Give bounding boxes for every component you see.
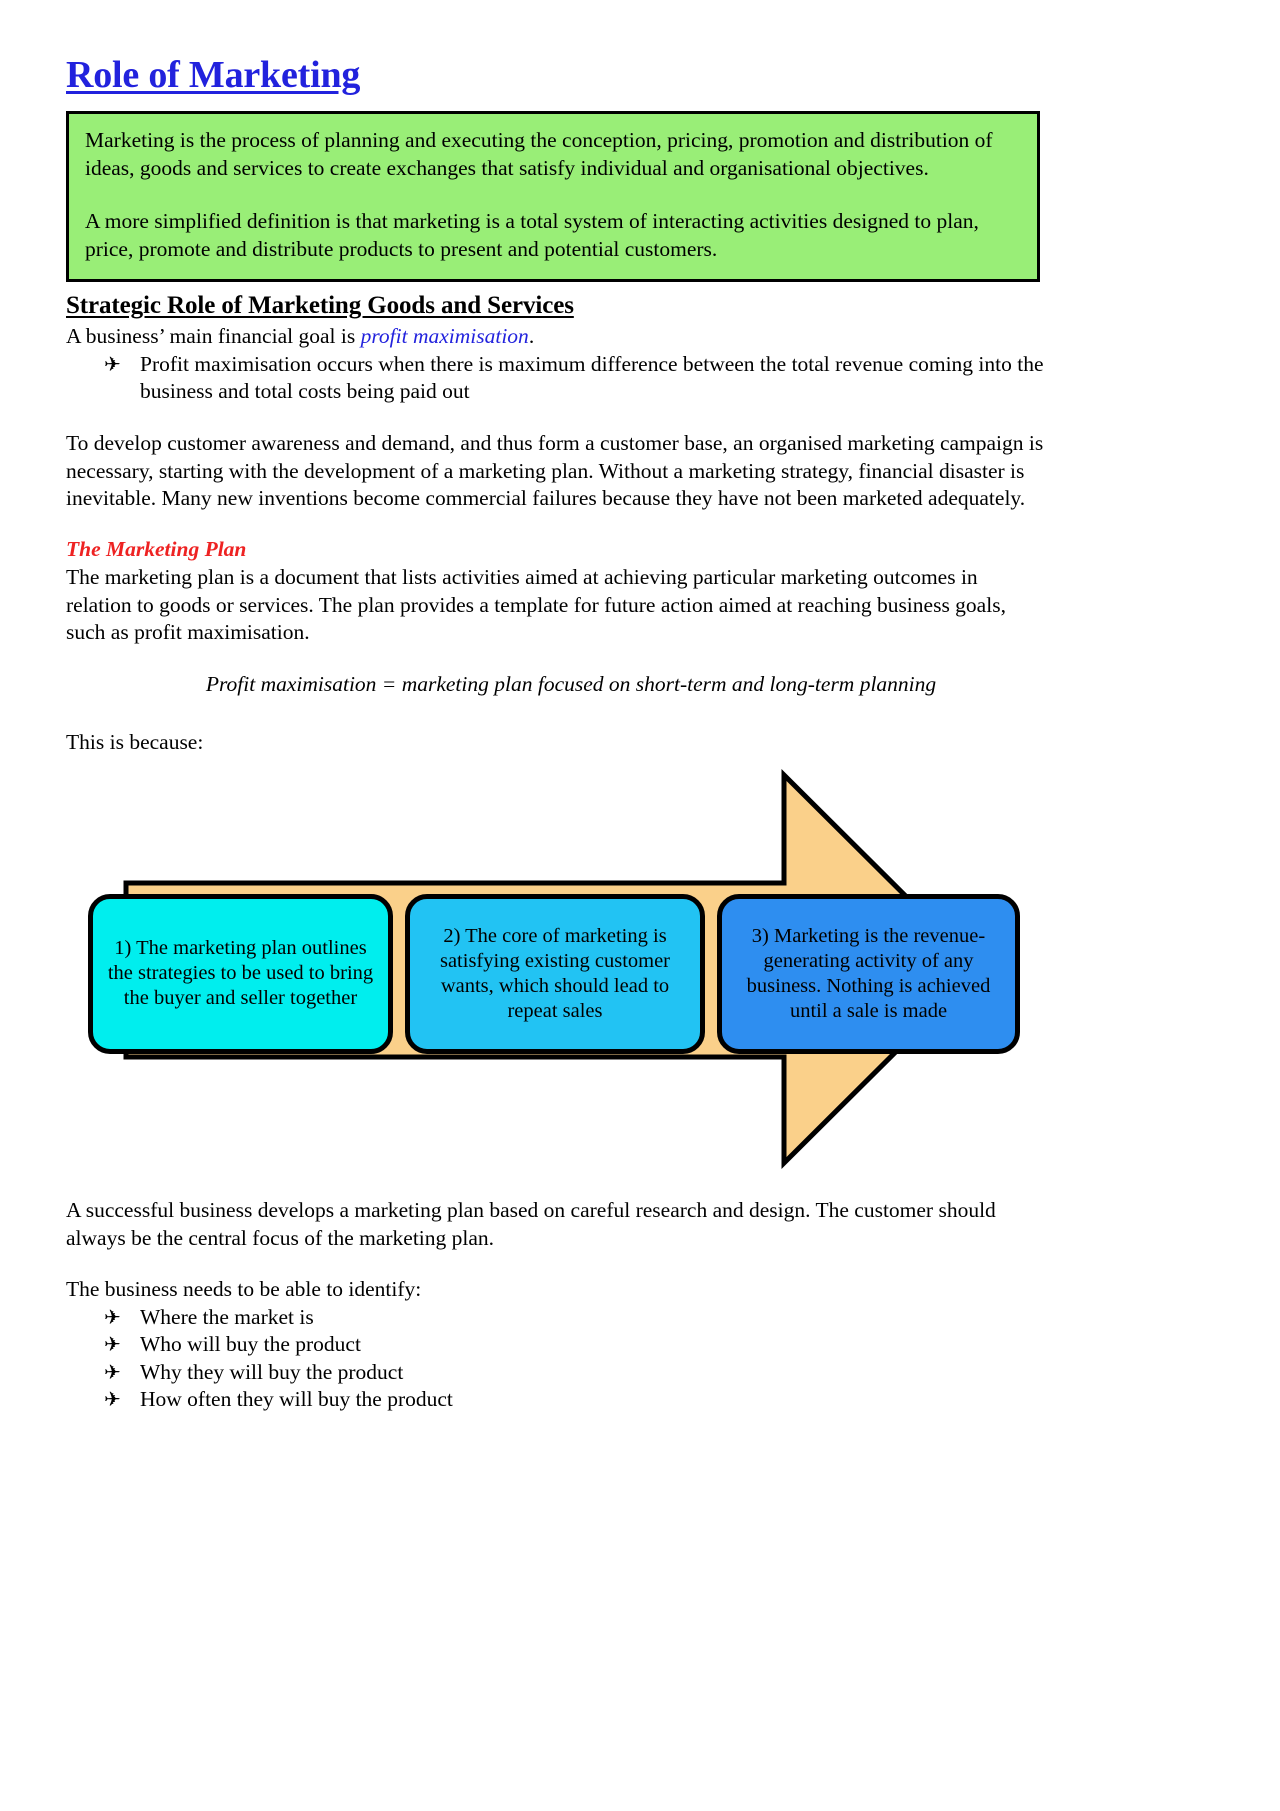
profit-maximisation-equation: Profit maximisation = marketing plan focused on short-term and long-term planning <box>205 672 937 697</box>
profit-maximisation-emphasis: profit maximisation <box>360 323 529 348</box>
arrow-bullet-icon: ✈ <box>104 351 121 376</box>
list-item-label: Who will buy the product <box>140 1332 361 1357</box>
strategic-bullet-list <box>66 351 1046 406</box>
list-item-label: Where the market is <box>140 1305 314 1330</box>
this-is-because-lead: This is because: <box>66 730 204 755</box>
list-item <box>66 1331 1046 1358</box>
list-item-label: How often they will buy the product <box>140 1386 453 1411</box>
flow-box-1 <box>88 894 393 1054</box>
arrow-bullet-icon: ✈ <box>104 1359 121 1384</box>
document-content <box>66 56 1046 1413</box>
successful-business-paragraph: A successful business develops a marketing plan based on careful research and design. The customer should always be the central focus of the marketing plan. <box>66 1197 996 1250</box>
flow-box-row <box>88 894 1030 1054</box>
definition-paragraph-1: Marketing is the process of planning and executing the conception, pricing, promotion and distribution of ideas, goods and services to create exchanges that satisfy individual and organisational objectives. <box>85 128 993 180</box>
list-item <box>66 1359 1046 1386</box>
list-item-label: Profit maximisation occurs when there is maximum difference between the total revenue coming into the business and total costs being paid out <box>140 351 1044 404</box>
marketing-plan-heading: The Marketing Plan <box>66 537 247 562</box>
flow-box-1-label: 1) The marketing plan outlines the strategies to be used to bring the buyer and seller together <box>107 937 374 1010</box>
arrow-bullet-icon: ✈ <box>104 1386 121 1411</box>
marketing-flow-diagram <box>66 757 1046 1197</box>
arrow-bullet-icon: ✈ <box>104 1332 121 1357</box>
flow-box-2 <box>405 894 705 1054</box>
definition-box <box>66 111 1040 282</box>
arrow-bullet-icon: ✈ <box>104 1305 121 1330</box>
lead-text-after: . <box>528 323 535 348</box>
flow-box-3-label: 3) Marketing is the revenue-generating activity of any business. Nothing is achieved until a sale is made <box>746 924 991 1022</box>
identify-bullet-list <box>66 1304 1046 1413</box>
lead-text-before: A business’ main financial goal is <box>66 323 361 348</box>
page-title: Role of Marketing <box>66 54 361 96</box>
list-item-label: Why they will buy the product <box>140 1359 404 1384</box>
strategic-role-heading: Strategic Role of Marketing Goods and Services <box>66 292 574 320</box>
list-item <box>66 351 1046 406</box>
flow-box-2-label: 2) The core of marketing is satisfying existing customer wants, which should lead to repeat sales <box>439 924 671 1022</box>
marketing-plan-paragraph: The marketing plan is a document that lists activities aimed at achieving particular marketing outcomes in relation to goods or services. The plan provides a template for future action aimed at reaching business goals, such as profit maximisation. <box>66 565 1006 645</box>
flow-box-3 <box>717 894 1020 1054</box>
definition-paragraph-2: A more simplified definition is that marketing is a total system of interacting activities designed to plan, price, promote and distribute products to present and potential customers. <box>85 209 979 261</box>
identify-lead-in: The business needs to be able to identify: <box>66 1277 422 1302</box>
list-item <box>66 1386 1046 1413</box>
profit-maximisation-lead <box>66 323 1046 351</box>
list-item <box>66 1304 1046 1331</box>
customer-awareness-paragraph: To develop customer awareness and demand, and thus form a customer base, an organised marketing campaign is necessary, starting with the development of a marketing plan. Without a marketing strategy, financial disaster is inevitable. Many new inventions become commercial failures because they have not been marketed adequately. <box>66 431 1044 511</box>
